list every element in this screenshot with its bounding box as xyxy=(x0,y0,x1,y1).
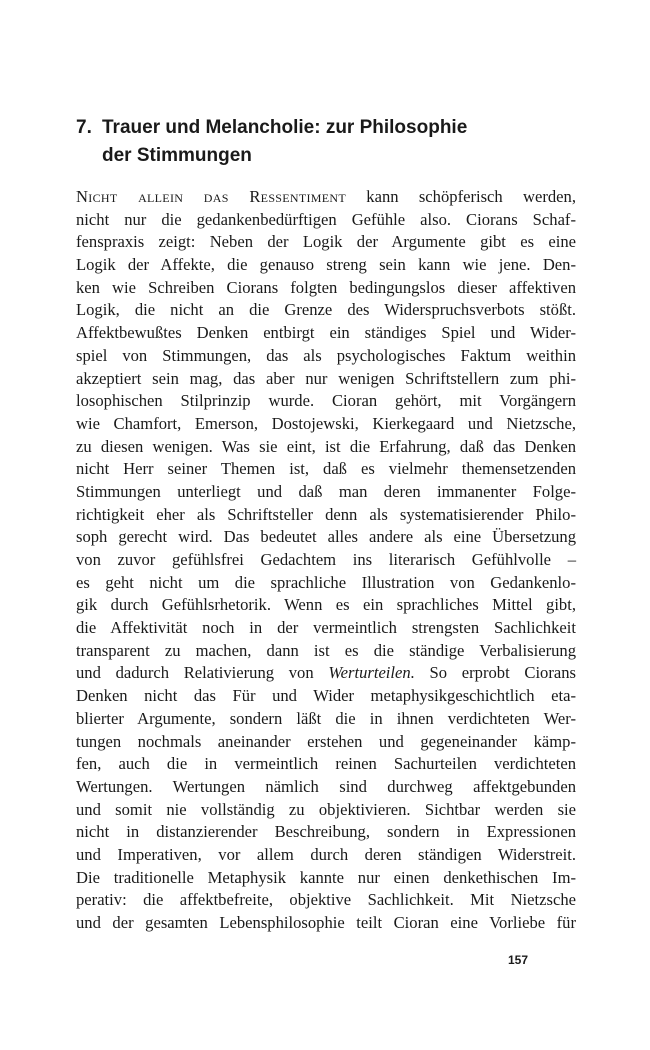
text-line: nicht Herr seiner Themen ist, daß es vielmehr themensetzenden xyxy=(76,459,576,479)
body-paragraph xyxy=(76,186,576,935)
text-line: Wertungen. Wertungen nämlich sind durchweg affektgebunden xyxy=(76,776,576,796)
text-line: transparent zu machen, dann ist es die ständige Verbalisierung xyxy=(76,640,576,660)
text-line: richtigkeit eher als Schriftsteller denn als systematisierender Philo- xyxy=(76,504,576,524)
text-line: die Affektivität noch in der vermeintlich strengsten Sachlichkeit xyxy=(76,618,576,638)
text-line: losophischen Stilprinzip wurde. Cioran gehört, mit Vorgängern xyxy=(76,391,576,411)
text-line: nicht in distanzierender Beschreibung, sondern in Expressionen xyxy=(76,822,576,842)
text-line: akzeptiert sein mag, das aber nur wenigen Schriftstellern zum phi- xyxy=(76,368,576,388)
text-line-with-emphasis: und dadurch Relativierung von Werturteilen. So erprobt Ciorans xyxy=(76,663,577,683)
text-line: ken wie Schreiben Ciorans folgten bedingungslos dieser affektiven xyxy=(76,277,576,297)
text-line: und der gesamten Lebensphilosophie teilt Cioran eine Vorliebe für xyxy=(76,913,576,932)
text-line: es geht nicht um die sprachliche Illustration von Gedankenlo- xyxy=(76,572,576,592)
chapter-title-line-1: Trauer und Melancholie: zur Philosophie xyxy=(102,117,468,138)
chapter-number: 7. xyxy=(76,117,92,138)
chapter-title-line-2: der Stimmungen xyxy=(102,145,252,166)
text-line: tungen nochmals aneinander erstehen und gegeneinander kämp- xyxy=(76,731,576,751)
text-line: fenspraxis zeigt: Neben der Logik der Argumente gibt es eine xyxy=(76,232,576,252)
text-line: gik durch Gefühlsrhetorik. Wenn es ein sprachliches Mittel gibt, xyxy=(76,595,576,615)
text-line: Logik, die nicht an die Grenze des Widerspruchsverbots stößt. xyxy=(76,300,576,320)
text-line: soph gerecht wird. Das bedeutet alles andere als eine Übersetzung xyxy=(76,527,576,547)
text-line: Die traditionelle Metaphysik kannte nur einen denkethischen Im- xyxy=(76,867,576,887)
text-line: und somit nie vollständig zu objektivieren. Sichtbar werden sie xyxy=(76,799,576,819)
text-line: nicht nur die gedankenbedürftigen Gefühle also. Ciorans Schaf- xyxy=(76,209,576,229)
text-line: Denken nicht das Für und Wider metaphysikgeschichtlich eta- xyxy=(76,686,576,706)
emphasis-werturteilen: Werturteilen. xyxy=(328,663,415,683)
chapter-heading xyxy=(76,114,576,170)
page-number: 157 xyxy=(507,953,528,967)
text-line: spiel von Stimmungen, das als psychologisches Faktum weithin xyxy=(76,345,576,365)
text-line: Stimmungen unterliegt und daß man deren immanenter Folge- xyxy=(76,481,576,501)
lead-smallcaps: Nicht allein das Ressentiment xyxy=(76,187,346,206)
text-line: und Imperativen, vor allem durch deren ständigen Widerstreit. xyxy=(76,844,576,864)
text-line: zu diesen wenigen. Was sie eint, ist die Erfahrung, daß das Denken xyxy=(76,436,576,456)
text-line: blierter Argumente, sondern läßt die in ihnen verdichteten Wer- xyxy=(76,708,576,728)
text-line: wie Chamfort, Emerson, Dostojewski, Kierkegaard und Nietzsche, xyxy=(76,413,576,433)
text-line: Affektbewußtes Denken entbirgt ein ständiges Spiel und Wider- xyxy=(76,323,576,343)
text-line: Logik der Affekte, die genauso streng sein kann wie jene. Den- xyxy=(76,255,576,275)
text-line-1: Nicht allein das Ressentiment kann schöpferisch werden, xyxy=(76,187,576,206)
text-line: von zuvor gefühlsfrei Gedachtem ins literarisch Gefühlvolle – xyxy=(76,550,576,569)
text-line: fen, auch die in vermeintlich reinen Sachurteilen verdichteten xyxy=(76,754,576,774)
text-line: perativ: die affektbefreite, objektive Sachlichkeit. Mit Nietzsche xyxy=(76,890,576,910)
